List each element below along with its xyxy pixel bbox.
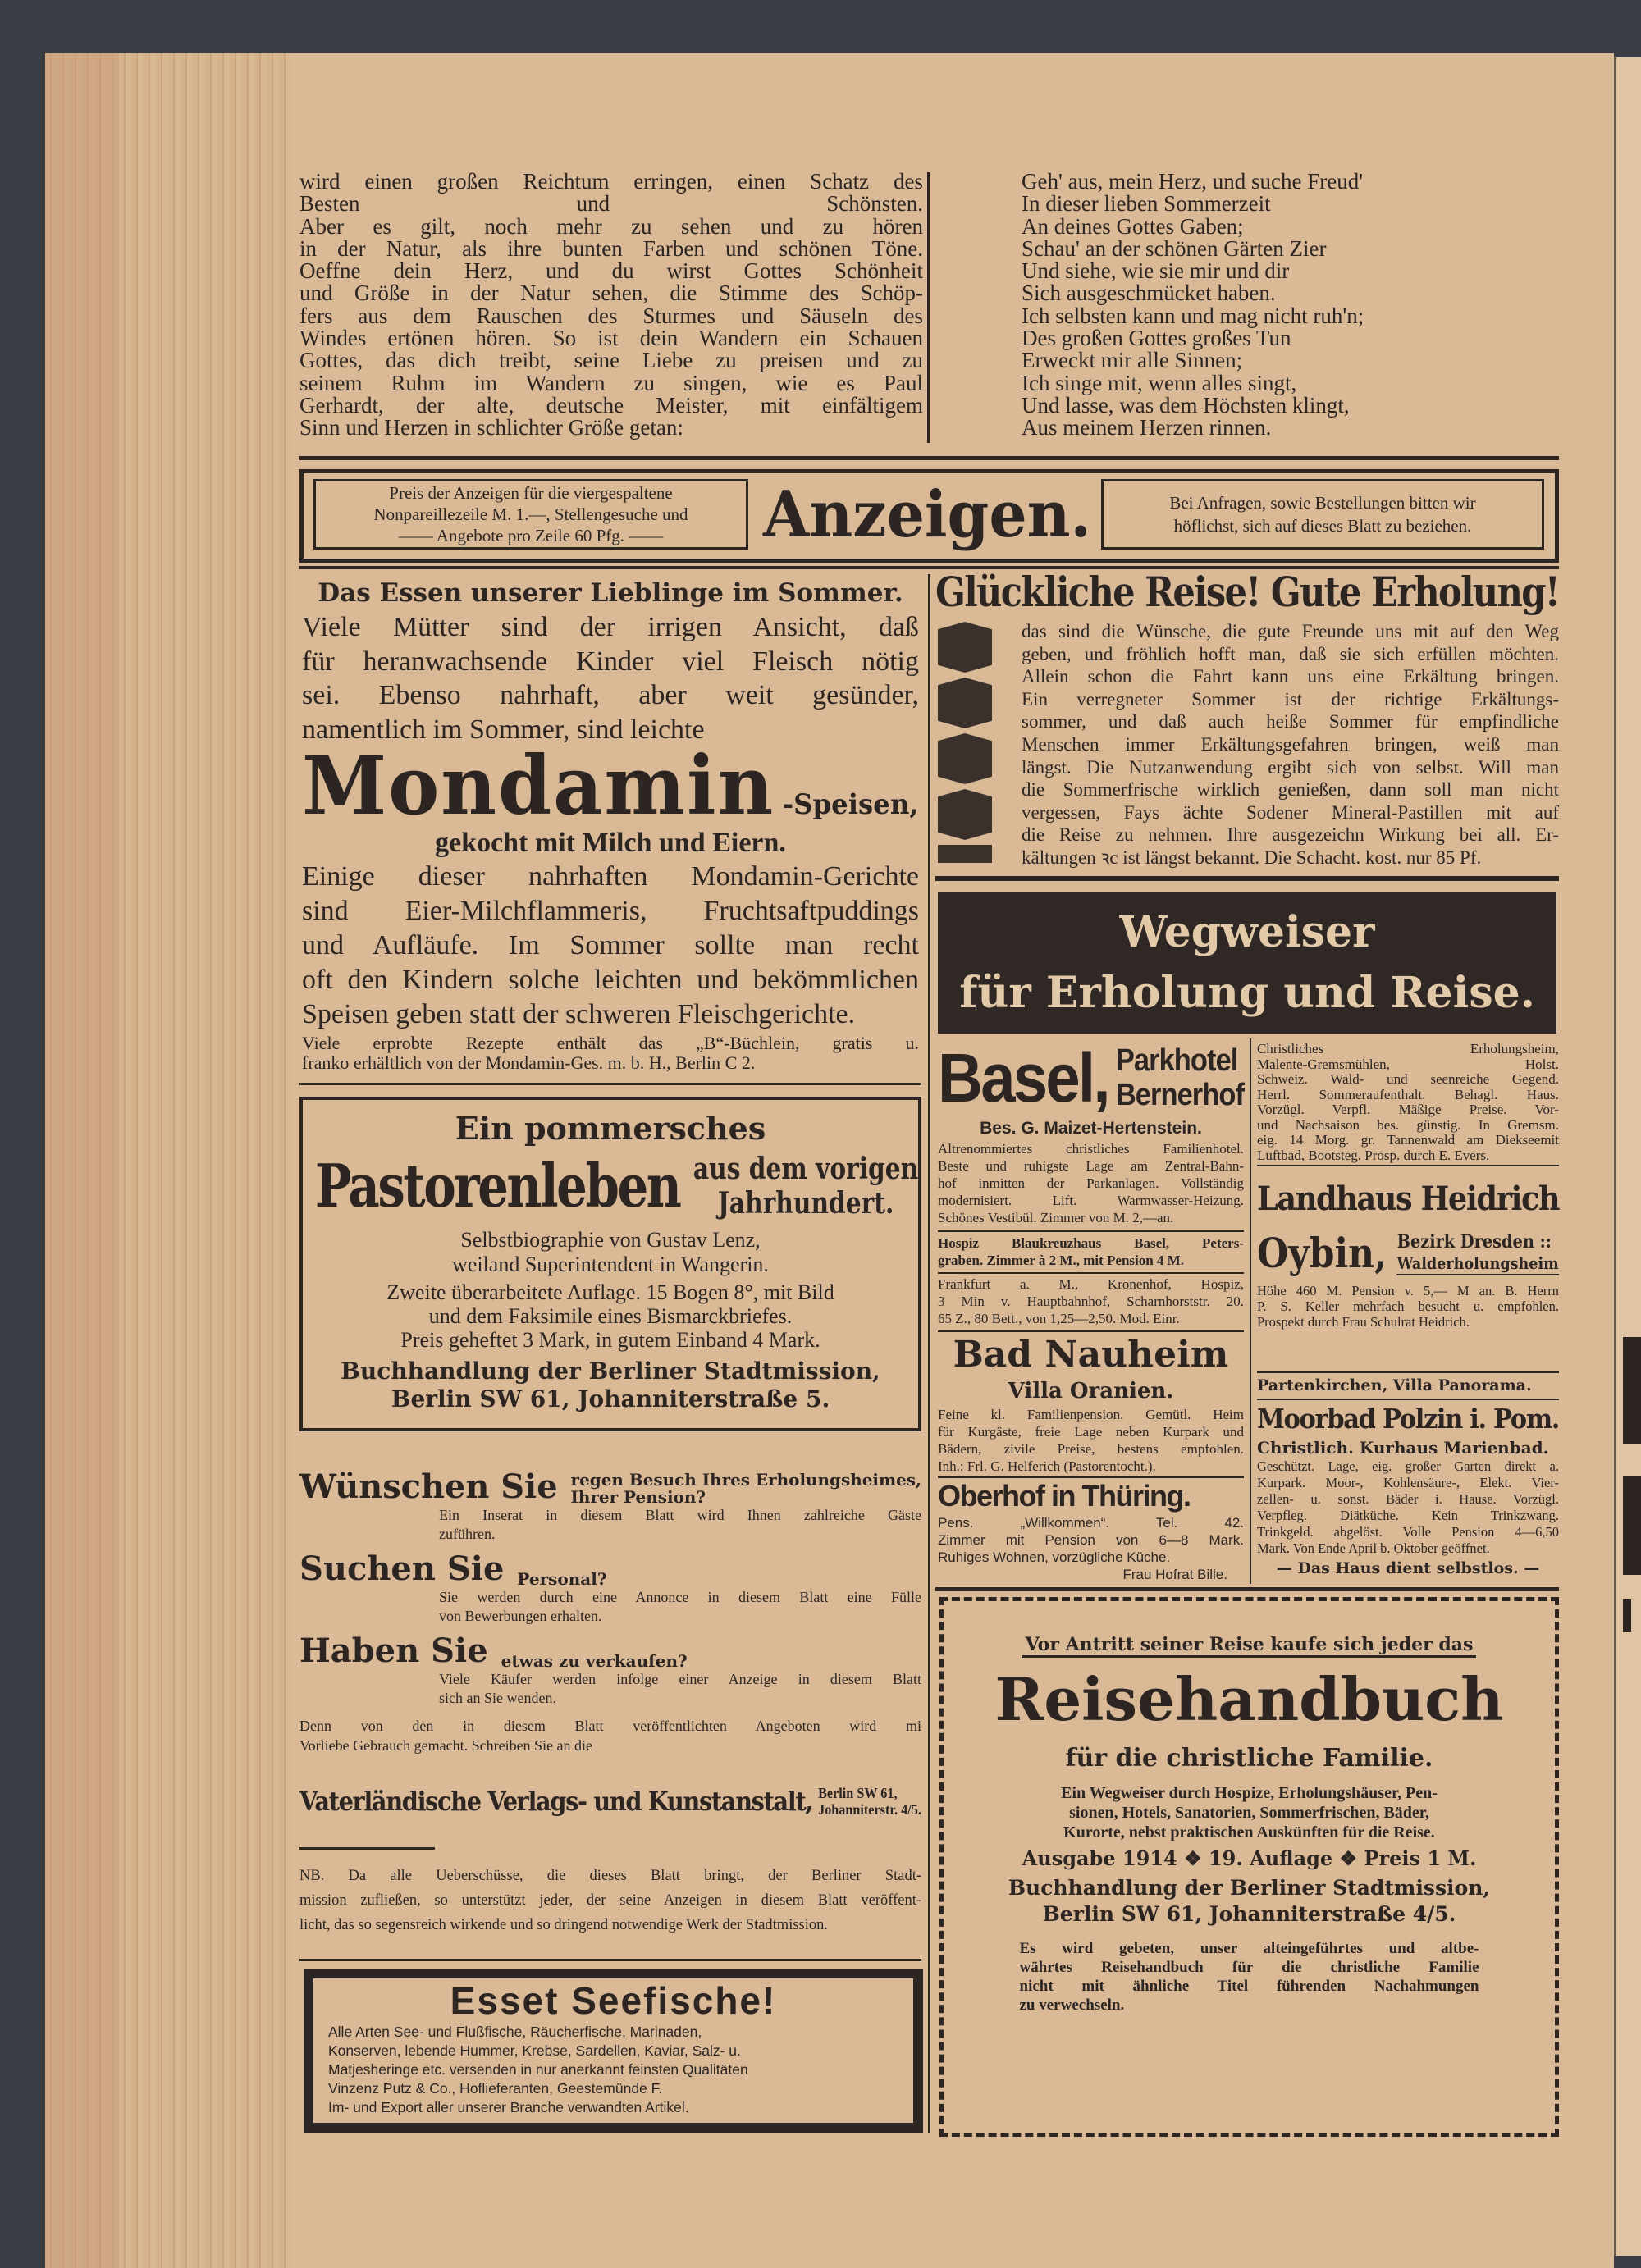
promo-question	[517, 1571, 606, 1588]
text-line: Es wird gebeten, unser alteingeführtes und altbe-	[1019, 1940, 1479, 1957]
text-line: regen Besuch Ihres Erholungsheimes,	[570, 1470, 921, 1490]
text-line: Prospekt durch Frau Schulrat Heidrich.	[1257, 1314, 1470, 1330]
gluecklich-body	[1022, 620, 1559, 869]
text-line: Verpfleg. Diätküche. Kein Trinkzwang.	[1257, 1508, 1559, 1523]
text-line: fers aus dem Rauschen des Sturmes und Säuseln des	[299, 303, 923, 328]
basel-owner: Bes. G. Maizet-Hertenstein.	[980, 1119, 1202, 1138]
text-line: Mark. Von Ende April b. Oktober geöffnet.	[1257, 1540, 1490, 1556]
text-line: Inh.: Frl. G. Helferich (Pastorentocht.).	[938, 1458, 1156, 1474]
heidrich-title: Landhaus Heidrich	[1257, 1180, 1560, 1218]
mondamin-suffix: -Speisen,	[782, 788, 919, 821]
ad-rule	[1257, 1399, 1559, 1400]
reise-subtitle: für die christliche Familie.	[1065, 1744, 1433, 1773]
reise-intro-wrap	[944, 1632, 1555, 1657]
text-line: sei. Ebenso nahrhaft, aber weit gesünder,	[302, 680, 919, 710]
text-line: NB. Da alle Ueberschüsse, die dieses Blatt bringt, der Berliner Stadt-	[299, 1868, 921, 1884]
text-line: Johanniterstr. 4/5.	[818, 1801, 921, 1818]
promo-head-row	[299, 1632, 921, 1670]
partenkirchen-ad: Partenkirchen, Villa Panorama.	[1257, 1376, 1532, 1394]
pastoren-publisher	[303, 1358, 918, 1413]
text-line: Viele erprobte Rezepte enthält das „B“-Büchlein, gratis u.	[302, 1033, 919, 1053]
moorbad-polzin-ad	[1257, 1401, 1559, 1580]
ad-rule	[1257, 1371, 1559, 1373]
ad-rule	[1257, 1165, 1559, 1166]
text-line: 3 Min v. Hauptbahnhof, Scharnhorststr. 20.	[938, 1294, 1244, 1309]
text-line: sionen, Hotels, Sanatorien, Sommerfrischen, Bäder,	[1069, 1804, 1429, 1822]
next-page-sliver	[1614, 57, 1641, 2256]
pastoren-edition	[303, 1280, 918, 1328]
basel-body	[938, 1140, 1244, 1226]
christliches-erholungsheim-ad	[1257, 1042, 1559, 1163]
text-line: Hospiz Blaukreuzhaus Basel, Peters-	[938, 1235, 1244, 1251]
promo-item	[299, 1632, 921, 1708]
nauheim-title: Bad Nauheim	[953, 1334, 1229, 1376]
oberhof-signature: Frau Hofrat Bille.	[1122, 1567, 1227, 1582]
text-line: Windes ertönen hören. So ist dein Wandern ein Schauen	[299, 326, 923, 351]
text-line: Ruhiges Wohnen, vorzügliche Küche.	[938, 1549, 1171, 1565]
pastoren-title: Pastorenleben	[314, 1151, 680, 1221]
text-line: Vinzenz Putz & Co., Hoflieferanten, Geestemünde F.	[328, 2080, 663, 2097]
text-line: von Bewerbungen erhalten.	[439, 1608, 602, 1624]
text-line: Sinn und Herzen in schlichter Größe getan:	[299, 415, 683, 440]
text-line: modernisiert. Lift. Warmwasser-Heizung.	[938, 1193, 1244, 1208]
heidrich-place-row	[1257, 1227, 1559, 1280]
text-line: An deines Gottes Gaben;	[1022, 213, 1244, 239]
text-line: In dieser lieben Sommerzeit	[1022, 191, 1271, 217]
text-line: zellen- u. sonst. Bäder i. Hause. Vorzügl.	[1257, 1491, 1559, 1507]
text-line: P. S. Keller mehrfach besucht u. empfohlen.	[1257, 1298, 1559, 1314]
landhaus-heidrich-ad	[1257, 1171, 1559, 1330]
heidrich-place: Oybin,	[1257, 1229, 1387, 1277]
column-divider	[928, 574, 930, 2133]
text-line: eig. 14 Morg. gr. Tannenwald am Diekseemit	[1257, 1132, 1559, 1148]
text-line: Kurpark. Moor-, Kohlensäure-, Elekt. Vier-	[1257, 1475, 1559, 1490]
text-line: Bei Anfragen, sowie Bestellungen bitten wir	[1169, 493, 1476, 513]
ad-rule	[938, 1230, 1244, 1232]
text-line: wird einen großen Reichtum erringen, einen Schatz des	[299, 169, 923, 194]
text-line: Aus meinem Herzen rinnen.	[1022, 415, 1272, 440]
text-line: Sie werden durch eine Annonce in diesem Blatt eine Fülle	[439, 1589, 921, 1605]
polzin-title: Moorbad Polzin i. Pom.	[1257, 1403, 1560, 1435]
cube-stack-icon	[938, 622, 992, 863]
text-line: Bernerhof	[1115, 1078, 1245, 1112]
text-line: Nonpareillezeile M. 1.—, Stellengesuche und	[373, 504, 688, 524]
mondamin-brand: Mondamin	[302, 739, 775, 833]
hotel-basel-ad	[938, 1038, 1244, 1226]
text-line: Berlin SW 61, Johanniterstraße 5.	[391, 1385, 830, 1412]
promo-body	[439, 1506, 921, 1544]
reise-edition: Ausgabe 1914 ❖ 19. Auflage ❖ Preis 1 M.	[1022, 1846, 1477, 1870]
text-line: 65 Z., 80 Bett., von 1,25—2,50. Mod. Einr.	[938, 1311, 1180, 1326]
text-line: Schweiz. Wald- und seenreiche Gegend.	[1257, 1071, 1559, 1087]
text-line: Im- und Export aller unserer Branche verwandten Artikel.	[328, 2099, 689, 2115]
text-line: und Nachsaison bes. günstig. In Gremsm.	[1257, 1116, 1559, 1133]
text-line: Berlin SW 61,	[818, 1785, 898, 1801]
text-line: sommer, und daß auch heiße Sommer für empfindliche	[1022, 711, 1559, 732]
publisher-line	[299, 1782, 921, 1821]
heidrich-body	[1257, 1283, 1559, 1330]
text-line: Herrl. Sommeraufenthalt. Behagl. Haus.	[1257, 1086, 1559, 1102]
text-line: Frankfurt a. M., Kronenhof, Hospiz,	[938, 1276, 1244, 1292]
text-line: das sind die Wünsche, die gute Freunde uns mit auf den Weg	[1022, 621, 1559, 641]
promo-closing	[299, 1716, 921, 1755]
text-line: graben. Zimmer à 2 M., mit Pension 4 M.	[938, 1253, 1184, 1268]
reisehandbuch-ad	[939, 1597, 1559, 2137]
text-line: Vorzügl. Verpfl. Mäßige Preise. Vor-	[1257, 1102, 1559, 1117]
publisher-name: Vaterländische Verlags- und Kunstanstalt,	[299, 1786, 812, 1817]
promo-head-row	[299, 1468, 920, 1506]
pastoren-price: Preis geheftet 3 Mark, in gutem Einband 4 Mark.	[400, 1328, 820, 1352]
text-line: oft den Kindern solche leichten und bekömmlichen	[302, 965, 919, 995]
text-line: Und lasse, was dem Höchsten klingt,	[1022, 392, 1350, 418]
text-line: Ich singe mit, wenn alles singt,	[1022, 370, 1297, 395]
pastoren-author	[303, 1228, 918, 1277]
text-line: Ein Wegweiser durch Hospize, Erholungshäuser, Pen-	[1061, 1784, 1438, 1802]
text-line: vergessen, Fays ächte Sodener Mineral-Pastillen mit auf	[1022, 801, 1559, 823]
section-rule	[299, 456, 1559, 460]
text-line: Aber es gilt, noch mehr zu sehen und zu hören	[299, 213, 923, 239]
text-line: aus dem vorigen	[693, 1152, 919, 1186]
anzeigen-title: Anzeigen.	[763, 477, 1091, 552]
next-page-glyph	[1623, 1337, 1641, 1444]
reise-notice	[1020, 1939, 1479, 2015]
text-line: Trinkgeld. abgelöst. Volle Pension 4—6,50	[1257, 1524, 1559, 1540]
text-line: in der Natur, als ihre bunten Farben und schönen Töne.	[299, 235, 923, 261]
text-line: und Größe in der Natur sehen, die Stimme des Schöp-	[299, 281, 923, 306]
promo-body	[439, 1588, 921, 1626]
gluecklich-headline: Glückliche Reise! Gute Erholung!	[935, 568, 1559, 616]
text-line: Gottes, das dich treibt, seine Liebe zu preisen und zu	[299, 348, 923, 373]
text-line: Ein verregneter Sommer ist der richtige Erkältungs-	[1022, 688, 1559, 710]
text-line: Christliches Erholungsheim,	[1257, 1041, 1559, 1056]
text-line: Viele Mütter sind der irrigen Ansicht, daß	[302, 612, 919, 642]
text-line: und dem Faksimile eines Bismarckbriefes.	[428, 1304, 793, 1328]
text-line: Personal?	[517, 1569, 607, 1589]
mondamin-body	[302, 860, 919, 1032]
mondamin-brand-line	[302, 739, 919, 833]
pastoren-subtitle	[693, 1152, 918, 1221]
promo-head: Wünschen Sie	[299, 1467, 558, 1506]
pastorenleben-ad	[299, 1097, 921, 1431]
wegweiser-line1: Wegweiser	[1119, 907, 1375, 957]
text-line: Buchhandlung der Berliner Stadtmission,	[341, 1358, 880, 1385]
text-line: Preis der Anzeigen für die viergespaltene	[389, 483, 673, 503]
text-line: sind Eier-Milchflammeris, Fruchtsaftpuddings	[302, 896, 919, 926]
text-line: Höhe 460 M. Pension v. 5,— M an. B. Herrn	[1257, 1283, 1559, 1298]
text-line: Ein Inserat in diesem Blatt wird Ihnen zahlreiche Gäste	[439, 1507, 921, 1523]
text-line: —— Angebote pro Zeile 60 Pfg. ——	[398, 526, 664, 545]
text-line: Kurorte, nebst praktischen Auskünften für die Reise.	[1063, 1823, 1435, 1841]
reise-title: Reisehandbuch	[994, 1664, 1504, 1734]
text-line: Und siehe, wie sie mir und dir	[1022, 258, 1290, 284]
promo-head: Suchen Sie	[299, 1549, 505, 1588]
short-rule	[299, 1847, 435, 1850]
text-line: Denn von den in diesem Blatt veröffentlichten Angeboten wird mi	[299, 1718, 921, 1734]
heidrich-district: Bezirk Dresden ::	[1396, 1231, 1552, 1253]
mondamin-headline: Das Essen unserer Lieblinge im Sommer.	[318, 578, 903, 608]
text-line: Vorliebe Gebrauch gemacht. Schreiben Sie an die	[299, 1737, 593, 1754]
text-line: Zweite überarbeitete Auflage. 15 Bogen 8°, mit Bild	[386, 1280, 834, 1304]
text-line: währtes Reisehandbuch für die christliche Familie	[1019, 1959, 1479, 1976]
text-line: Pens. „Willkommen“. Tel. 42.	[938, 1515, 1244, 1531]
section-rule	[935, 1587, 1559, 1591]
section-rule	[299, 1959, 921, 1961]
seefische-title: Esset Seefische!	[450, 1979, 777, 2022]
text-line: Geschützt. Lage, eig. großer Garten direkt a.	[1257, 1458, 1559, 1474]
text-line: Besten und Schönsten.	[299, 191, 923, 217]
next-page-glyph	[1623, 1476, 1641, 1575]
text-line: und Aufläufe. Im Sommer sollte man recht	[302, 930, 919, 961]
text-line: Schau' an der schönen Gärten Zier	[1022, 235, 1327, 261]
text-line: sich an Sie wenden.	[439, 1690, 556, 1706]
wegweiser-banner	[938, 892, 1556, 1034]
text-line: Schönes Vestibül. Zimmer von M. 2,—an.	[938, 1210, 1174, 1225]
text-line: licht, das so segensreich wirkende und so dringend notwendige Werk der Stadtmission.	[299, 1917, 829, 1933]
text-line: nicht mit ähnliche Titel führenden Nachahmungen	[1019, 1978, 1479, 1995]
mondamin-footer	[302, 1034, 919, 1073]
promo-item	[299, 1468, 921, 1544]
column-divider	[927, 172, 930, 443]
text-line: Altrenommiertes christliches Familienhotel.	[938, 1141, 1244, 1157]
text-line: Feine kl. Familienpension. Gemütl. Heim	[938, 1407, 1244, 1422]
book-spine-shadow	[45, 53, 119, 2268]
text-line: Buchhandlung der Berliner Stadtmission,	[1008, 1876, 1491, 1900]
text-line: für Kurgäste, freie Lage neben Kurpark und	[938, 1424, 1244, 1440]
text-line: Speisen geben statt der schweren Fleischgerichte.	[302, 999, 856, 1029]
promo-body	[439, 1670, 921, 1708]
basel-city: Basel,	[938, 1039, 1108, 1116]
text-line: Berlin SW 61, Johanniterstraße 4/5.	[1042, 1902, 1456, 1926]
text-line: Matjesheringe etc. versenden in nur anerkannt feinsten Qualitäten	[328, 2061, 748, 2078]
text-line: Gerhardt, der alte, deutsche Meister, mit einfältigem	[299, 392, 923, 418]
section-rule	[935, 876, 1559, 881]
text-line: für heranwachsende Kinder viel Fleisch nötig	[302, 646, 919, 677]
text-line: Zimmer mit Pension von 6—8 Mark.	[938, 1532, 1244, 1548]
hospiz-basel-ad	[938, 1234, 1244, 1269]
text-line: Ich selbsten kann und mag nicht ruh'n;	[1022, 303, 1364, 328]
frankfurt-ad	[938, 1275, 1244, 1327]
article-left-column	[299, 171, 923, 440]
text-line: Einige dieser nahrhaften Mondamin-Gerichte	[302, 861, 919, 892]
text-line: die Reise zu nehmen. Ihre ausgezeichn Wirkung bei all. Er-	[1022, 824, 1559, 846]
seefische-ad	[304, 1969, 923, 2133]
text-line: Luftbad, Bootsteg. Prosp. durch E. Evers.	[1257, 1147, 1490, 1163]
reise-publisher	[944, 1875, 1555, 1928]
text-line: Menschen immer Erkältungsgefahren bringen, weiß man	[1022, 733, 1559, 755]
bad-nauheim-ad	[938, 1334, 1244, 1475]
text-line: Konserven, lebende Hummer, Krebse, Sardellen, Kaviar, Salz- u.	[328, 2042, 741, 2059]
text-line: Parkhotel	[1115, 1043, 1238, 1078]
oberhof-title: Oberhof in Thüring.	[938, 1479, 1191, 1513]
text-line: längst. Die Nutzanwendung ergibt sich von selbst. Will man	[1022, 756, 1559, 778]
mondamin-intro	[302, 610, 919, 746]
promo-item	[299, 1550, 921, 1626]
text-line: etwas zu verkaufen?	[501, 1651, 688, 1671]
ad-rule	[938, 1272, 1244, 1274]
text-line: Erweckt mir alle Sinnen;	[1022, 348, 1243, 373]
promo-head: Haben Sie	[299, 1631, 488, 1670]
text-line: Alle Arten See- und Flußfische, Räucherfische, Marinaden,	[328, 2024, 702, 2040]
ad-rule	[938, 1330, 1244, 1332]
text-line: zu verwechseln.	[1019, 1996, 1125, 2014]
nb-notice	[299, 1864, 921, 1937]
promo-question	[501, 1653, 688, 1670]
pastoren-kicker: Ein pommersches	[455, 1110, 766, 1147]
text-line: franko erhältlich von der Mondamin-Ges. m. b. H., Berlin C 2.	[302, 1052, 756, 1073]
heidrich-district-block	[1397, 1231, 1559, 1275]
text-line: Geh' aus, mein Herz, und suche Freud'	[1022, 169, 1364, 194]
text-line: Beste und ruhigste Lage am Zentral-Bahn-	[938, 1158, 1244, 1174]
text-line: die Sommerfrische wirklich genießen, dann soll man nicht	[1022, 779, 1559, 801]
text-line: Selbstbiographie von Gustav Lenz,	[460, 1228, 761, 1252]
next-page-glyph	[1623, 1599, 1631, 1632]
publisher-address	[818, 1785, 921, 1818]
basel-title-row	[938, 1038, 1245, 1117]
text-line: hof inmitten der Parkanlagen. Vollständig	[938, 1175, 1244, 1191]
poem	[1022, 171, 1559, 440]
text-line: Ihrer Pension?	[570, 1487, 706, 1507]
text-line: Viele Käufer werden infolge einer Anzeige in diesem Blatt	[439, 1671, 921, 1687]
text-line: seinem Ruhm im Wandern zu singen, wie es Paul	[299, 370, 923, 395]
inquiry-note-box	[1101, 479, 1544, 550]
text-line: namentlich im Sommer, sind leichte	[302, 714, 705, 745]
text-line: Sich ausgeschmücket haben.	[1022, 281, 1276, 306]
section-rule	[299, 1083, 921, 1085]
seefische-body	[313, 2023, 913, 2117]
text-line: Oeffne dein Herz, und du wirst Gottes Schönheit	[299, 258, 923, 284]
promo-question	[571, 1472, 921, 1506]
advertise-here-promo	[299, 1468, 921, 1755]
text-line: weiland Superintendent in Wangerin.	[452, 1253, 769, 1276]
polzin-body	[1257, 1458, 1559, 1557]
text-line: Des großen Gottes großes Tun	[1022, 326, 1291, 351]
subcolumn-divider	[1250, 1038, 1251, 1584]
reise-intro: Vor Antritt seiner Reise kaufe sich jeder das	[1022, 1634, 1477, 1658]
text-line: höflichst, sich auf dieses Blatt zu beziehen.	[1173, 516, 1472, 536]
text-line: Allein schon die Fahrt kann uns eine Erkältung bringen.	[1022, 666, 1559, 687]
heidrich-type: Walderholungsheim	[1397, 1253, 1559, 1275]
text-line: Malente-Gremsmühlen, Holst.	[1257, 1056, 1559, 1072]
polzin-subtitle: Christlich. Kurhaus Marienbad.	[1257, 1438, 1549, 1458]
text-line: Jahrhundert.	[717, 1186, 894, 1221]
text-line: geben, und fröhlich hofft man, daß sie sich erfüllen möchten.	[1022, 643, 1559, 664]
mondamin-ad	[302, 576, 919, 1073]
wegweiser-line2: für Erholung und Reise.	[959, 968, 1535, 1018]
reise-description	[944, 1783, 1555, 1842]
oberhof-ad	[938, 1478, 1244, 1583]
basel-hotel-name	[1116, 1043, 1244, 1112]
text-line: Bädern, zivile Preise, bestens empfohlen.	[938, 1441, 1244, 1457]
text-line: mission zufließen, so unterstützt jeder, der seine Anzeigen in diesem Blatt veröffent-	[299, 1892, 921, 1909]
nauheim-body	[938, 1406, 1244, 1475]
oberhof-body	[938, 1514, 1244, 1566]
ad-pricing-box	[313, 479, 748, 550]
nauheim-villa: Villa Oranien.	[1008, 1379, 1174, 1403]
promo-head-row	[299, 1550, 921, 1588]
mondamin-tagline: gekocht mit Milch und Eiern.	[435, 828, 786, 858]
text-line: kältungen ꝛc ist längst bekannt. Die Schacht. kost. nur 85 Pf.	[1022, 847, 1482, 868]
text-line: zuführen.	[439, 1526, 496, 1542]
pastoren-title-row	[303, 1149, 919, 1223]
polzin-motto: — Das Haus dient selbstlos. —	[1276, 1559, 1540, 1577]
